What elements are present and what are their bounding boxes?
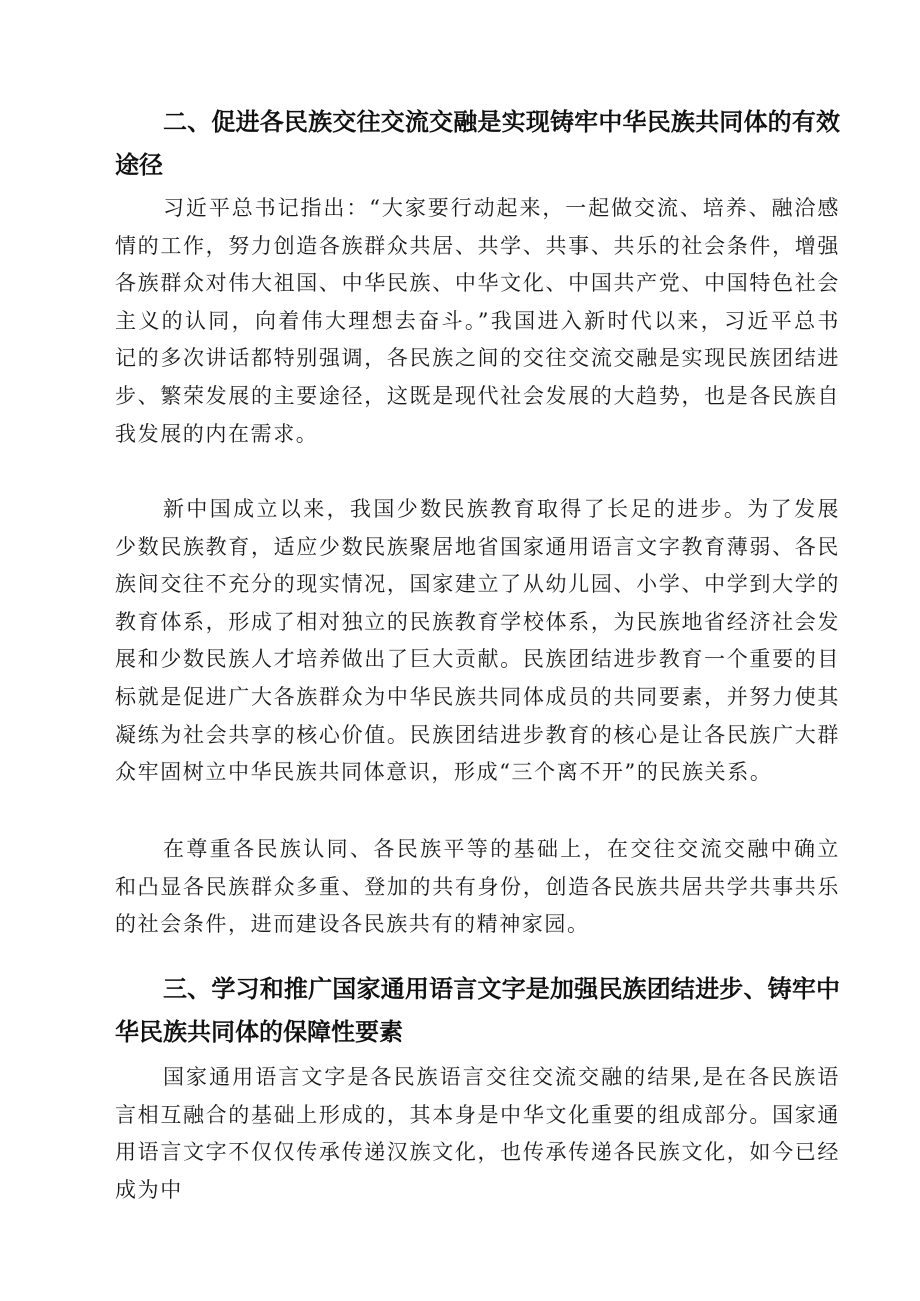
- body-paragraph-1: 习近平总书记指出：“大家要行动起来，一起做交流、培养、融洽感情的工作，努力创造各族群众共居、共学、共事、共乐的社会条件，增强各族群众对伟大祖国、中华民族、中华文化、中国共产党、中国特色社会主义的认同，向着伟大理想去奋斗。”我国进入新时代以来，习近平总书记的多次讲话都特别强调，各民族之间的交往交流交融是实现民族团结进步、繁荣发展的主要途径，这既是现代社会发展的大趋势，也是各民族自我发展的内在需求。: [115, 196, 840, 446]
- body-paragraph-3: 在尊重各民族认同、各民族平等的基础上，在交往交流交融中确立和凸显各民族群众多重、登加的共有身份，创造各民族共居共学共事共乐的社会条件，进而建设各民族共有的精神家园。: [115, 837, 840, 937]
- section-heading-3: 三、学习和推广国家通用语言文字是加强民族团结进步、铸牢中华民族共同体的保障性要素: [115, 975, 840, 1046]
- section-heading-2: 二、促进各民族交往交流交融是实现铸牢中华民族共同体的有效途径: [115, 108, 840, 179]
- body-paragraph-4: 国家通用语言文字是各民族语言交往交流交融的结果,是在各民族语言相互融合的基础上形成的，其本身是中华文化重要的组成部分。国家通用语言文字不仅仅传承传递汉族文化，也传承传递各民族文化，如今已经成为中: [115, 1065, 840, 1202]
- body-paragraph-2: 新中国成立以来，我国少数民族教育取得了长足的进步。为了发展少数民族教育，适应少数民族聚居地省国家通用语言文字教育薄弱、各民族间交往不充分的现实情况，国家建立了从幼儿园、小学、中学到大学的教育体系，形成了相对独立的民族教育学校体系，为民族地省经济社会发展和少数民族人才培养做出了巨大贡献。民族团结进步教育一个重要的目标就是促进广大各族群众为中华民族共同体成员的共同要素，并努力使其凝练为社会共享的核心价值。民族团结进步教育的核心是让各民族广大群众牢固树立中华民族共同体意识，形成“三个离不开”的民族关系。: [115, 497, 840, 785]
